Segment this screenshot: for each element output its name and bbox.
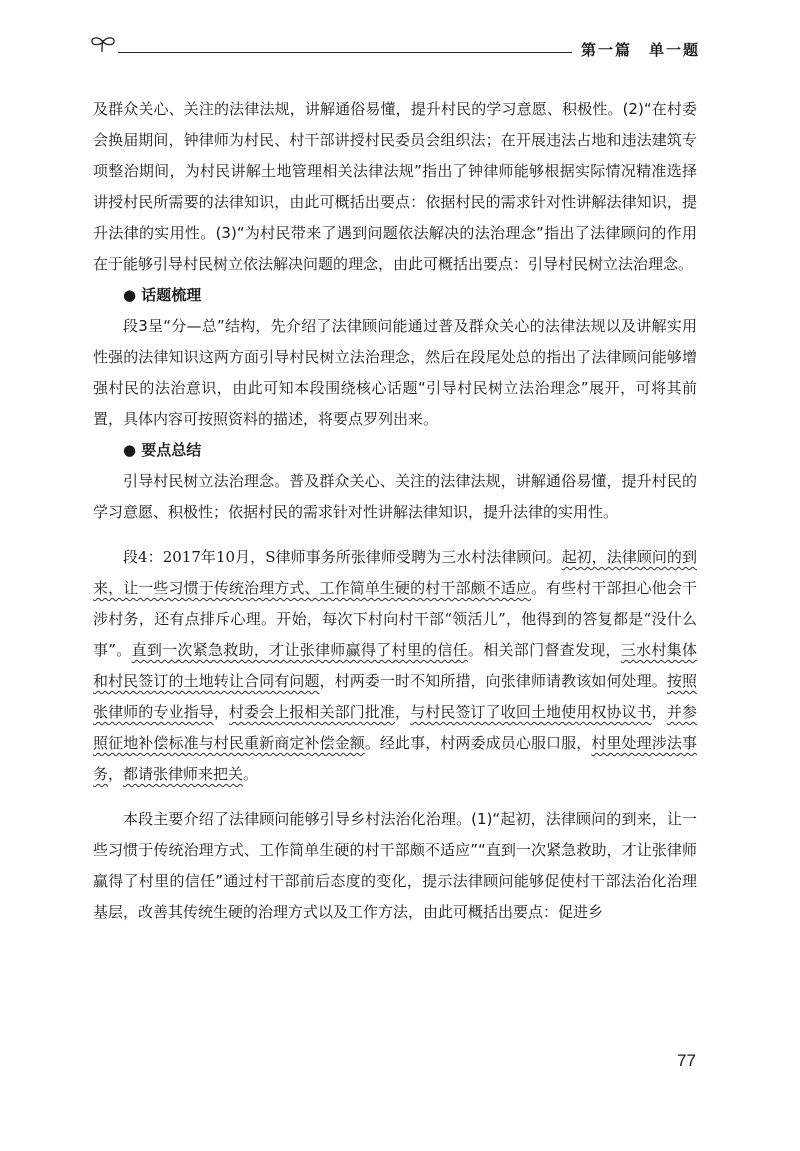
text-segment: 段4：2017年10月，S律师事务所张律师受聘为三水村法律顾问。 — [123, 548, 562, 566]
underlined-key-phrase: 都请张律师来把关 — [123, 765, 244, 783]
text-segment: ，村两委一时不知所措，向张律师请教该如何处理。 — [319, 672, 667, 690]
paragraph-continued: 及群众关心、关注的法律法规，讲解通俗易懂，提升村民的学习意愿、积极性。(2)“在村委会换届期间，钟律师为村民、村干部讲授村民委员会组织法；在开展违法占地和违法建筑专项整治期间，为村民讲解土地管理相关法律法规”指出了钟律师能够根据实际情况精准选择讲授村民所需要的法律知识，由此可概括出要点：依据村民的需求针对性讲解法律知识，提升法律的实用性。(3)“为村民带来了遇到问题依法解决的法治理念”指出了法律顾问的作用在于能够引导村民树立依法解决问题的理念，由此可概括出要点：引导村民树立法治理念。 — [93, 100, 697, 273]
section-title: 第一篇 单一题 — [580, 41, 700, 59]
paragraph-material-4 — [93, 542, 697, 790]
text-segment: 。有些村干部担心他会干涉村务，还有点排斥心理。开始，每次下村向村干部“领活儿”，他得到的答复都是“没什么事”。 — [93, 579, 697, 659]
underlined-key-phrase: 直到一次紧急救助，才让张律师赢得了村里的信任 — [131, 641, 468, 659]
header-rule — [118, 52, 572, 53]
text-segment: ， — [395, 703, 411, 721]
sprout-logo-icon — [88, 34, 118, 54]
underlined-key-phrase: 村里处理涉法事务 — [93, 734, 697, 783]
paragraph-analysis: 本段主要介绍了法律顾问能够引导乡村法治化治理。(1)“起初，法律顾问的到来，让一些习惯于传统治理方式、工作简单生硬的村干部颇不适应”“直到一次紧急救助，才让张律师赢得了村里的信任”通过村干部前后态度的变化，提示法律顾问能够促使村干部法治化治理基层，改善其传统生硬的治理方式以及工作方法，由此可概括出要点：促进乡 — [93, 810, 697, 921]
heading-topic-sorting: ● 话题梳理 — [123, 286, 202, 304]
text-segment: 。经此事，村两委成员心服口服， — [364, 734, 592, 752]
underlined-key-phrase: 与村民签订了收回土地使用权协议书 — [410, 703, 652, 721]
underlined-key-phrase: 并参照征地补偿标准与村民重新商定补偿金额 — [93, 703, 697, 752]
underlined-key-phrase: 起初，法律顾问的到来，让一些习惯于传统治理方式、工作简单生硬的村干部颇不适应 — [93, 548, 697, 597]
text-segment: ， — [213, 703, 229, 721]
text-segment: 。 — [243, 765, 259, 783]
heading-key-points: ● 要点总结 — [123, 441, 202, 459]
text-segment: 。相关部门督查发现， — [467, 641, 621, 659]
page-number: 77 — [677, 1051, 696, 1070]
paragraph-topic-analysis: 段3呈“分—总”结构，先介绍了法律顾问能通过普及群众关心的法律法规以及讲解实用性强的法律知识这两方面引导村民树立法治理念，然后在段尾处总的指出了法律顾问能够增强村民的法治意识，由此可知本段围绕核心话题“引导村民树立法治理念”展开，可将其前置，具体内容可按照资料的描述，将要点罗列出来。 — [93, 317, 697, 428]
underlined-key-phrase: 按照张律师的专业指导 — [93, 672, 697, 721]
text-segment: ， — [108, 765, 124, 783]
page-header — [88, 30, 700, 66]
text-segment: ， — [651, 703, 667, 721]
underlined-key-phrase: 三水村集体和村民签订的土地转让合同有问题 — [93, 641, 697, 690]
paragraph-key-points: 引导村民树立法治理念。普及群众关心、关注的法律法规，讲解通俗易懂，提升村民的学习意愿、积极性；依据村民的需求针对性讲解法律知识，提升法律的实用性。 — [93, 472, 697, 521]
underlined-key-phrase: 村委会上报相关部门批准 — [228, 703, 396, 721]
main-content — [93, 94, 697, 928]
